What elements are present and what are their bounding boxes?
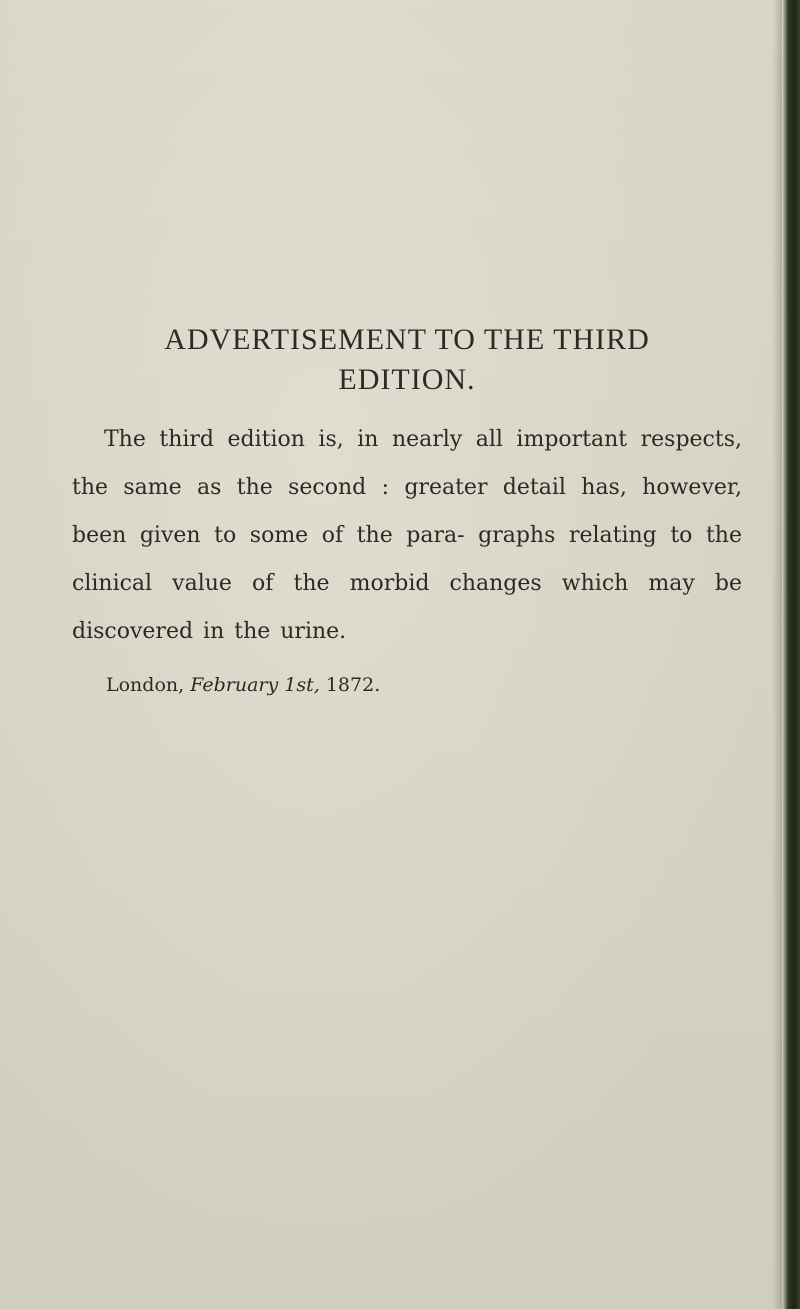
signoff (106, 670, 742, 700)
page-content (72, 320, 742, 700)
signoff-place: London, (106, 674, 185, 696)
body-paragraph: The third edition is, in nearly all important respects, the same as the second : greater detail has, however, been given to some of the para- graphs relating to the clinical value of the morbid changes which may be discovered in the urine. (72, 427, 742, 644)
heading-line-2: EDITION. (338, 363, 476, 396)
heading-line-1: ADVERTISEMENT TO THE THIRD (164, 323, 650, 356)
binding-edge (782, 0, 800, 1309)
signoff-date: February 1st, (190, 674, 320, 696)
binding-shadow (772, 0, 782, 1309)
page-heading (72, 320, 742, 400)
signoff-year: 1872. (325, 674, 381, 696)
